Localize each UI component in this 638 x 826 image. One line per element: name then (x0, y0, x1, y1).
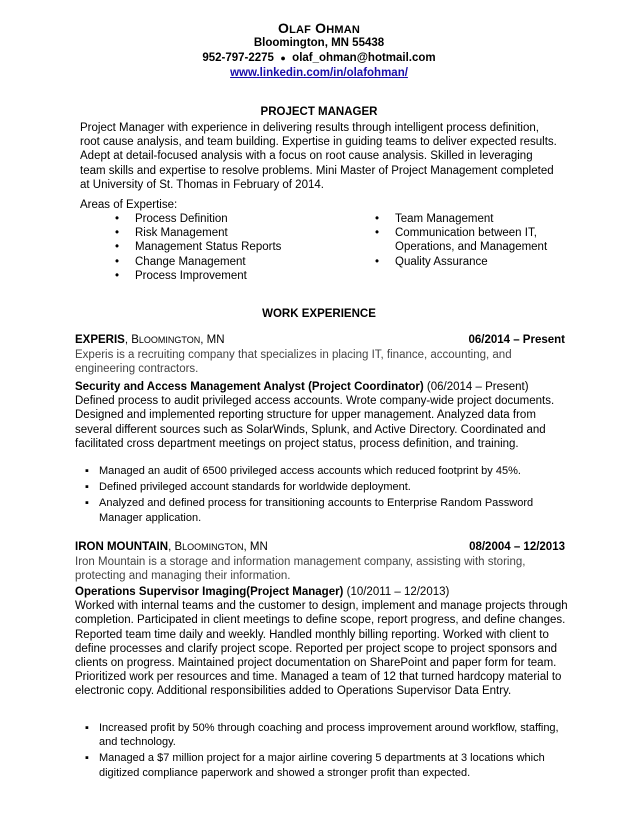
separator-dot: ● (280, 53, 286, 63)
skills-right-list (373, 212, 558, 269)
bullet-item: ▪ Managed a $7 million project for a major airline covering 5 departments at 3 locations which digitized compliance paperwork and showed a stronger profit than expected. (85, 751, 565, 779)
skill-item: • Risk Management (113, 226, 353, 240)
role-block (75, 585, 570, 699)
job-header-iron-mountain: IRON MOUNTAIN, BLOOMINGTON, MN 08/2004 – 12/2013 (75, 541, 565, 553)
skill-item: • Change Management (113, 255, 353, 269)
role-title: Operations Supervisor Imaging(Project Manager) (75, 586, 344, 598)
role-dates: (10/2011 – 12/2013) (346, 586, 450, 598)
job-bullets-iron-mountain (85, 721, 565, 782)
location-initial: B (131, 334, 139, 346)
name-last-rest: HMAN (326, 24, 361, 36)
name-first-initial: O (277, 20, 290, 36)
profile-title: PROJECT MANAGER (260, 106, 378, 118)
name-first-rest: LAF (289, 24, 312, 36)
skill-item: • Communication between IT, Operations, and Management (373, 226, 558, 254)
company-description: Iron Mountain is a storage and information management company, assisting with storing, protecting and managing their information. (75, 556, 526, 583)
candidate-name (0, 20, 638, 36)
linkedin-link[interactable]: www.linkedin.com/in/olafohman/ (230, 67, 408, 79)
location-rest: LOOMINGTON (182, 542, 244, 552)
job-dates: 08/2004 – 12/2013 (469, 541, 565, 553)
role-description: Defined process to audit privileged access accounts. Wrote company-wide project documents. Designed and implemented reporting structure for upper management. Analyzed data from several different sources such as SolarWinds, Splunk, and Active Directory. Coordinated and facilitated cross department meetings on project status, process definition, and training. (75, 395, 555, 450)
bullet-item: ▪ Analyzed and defined process for transitioning accounts to Enterprise Random Password Manager application. (85, 496, 565, 524)
job-bullets-experis (85, 464, 565, 527)
skill-item: • Team Management (373, 212, 558, 226)
skill-item: • Management Status Reports (113, 240, 353, 254)
role-title: Security and Access Management Analyst (Project Coordinator) (75, 381, 424, 393)
role-block (75, 380, 570, 451)
email: olaf_ohman@hotmail.com (292, 52, 436, 64)
location-state: , MN (200, 334, 225, 346)
name-last-initial: O (315, 20, 327, 36)
skill-item: • Process Improvement (113, 269, 353, 283)
skill-item: • Quality Assurance (373, 255, 558, 269)
job-dates: 06/2014 – Present (468, 334, 565, 346)
bullet-item: ▪ Increased profit by 50% through coaching and process improvement around workflow, staffing, and technology. (85, 721, 565, 749)
location: Bloomington, MN 55438 (253, 37, 385, 49)
bullet-item: ▪ Managed an audit of 6500 privileged access accounts which reduced footprint by 45%. (85, 464, 565, 478)
bullet-item: ▪ Defined privileged account standards for worldwide deployment. (85, 480, 565, 494)
company-description: Experis is a recruiting company that specializes in placing IT, finance, accounting, and engineering contractors. (75, 349, 512, 376)
role-dates: (06/2014 – Present) (426, 381, 529, 393)
location-rest: LOOMINGTON (138, 335, 201, 345)
skills-left-list (113, 212, 353, 283)
work-experience-title: WORK EXPERIENCE (262, 308, 376, 320)
company-name: IRON MOUNTAIN (75, 541, 169, 553)
phone: 952-797-2275 (202, 52, 274, 64)
location-state: , MN (243, 541, 268, 553)
linkedin-line (0, 66, 638, 81)
role-description: Worked with internal teams and the customer to design, implement and manage projects through completion. Participated in client meetings to define scope, report progress, and define changes. Reported team time daily and weekly. Handled monthly billing reporting. Worked with client to define processes and clarify project scope. Reported per project scope to project sponsors and clients on progress. Maintained project documentation on SharePoint and paper form for team. Prioritized work per resources and time. Managed a team of 12 that turned hardcopy material to electronic copy. Additional responsibilities added to Operations Supervisor Data Entry. (75, 600, 568, 698)
profile-summary: Project Manager with experience in delivering results through intelligent process definition, root cause analysis, and team building. Expertise in guiding teams to deliver expected results. Adept at detail-focused analysis with a focus on root cause analysis. Skilled in leveraging team skills and expertise to resolve problems. Mini Master of Project Management completed at University of St. Thomas in February of 2014. (80, 122, 557, 191)
company-name: EXPERIS (75, 334, 125, 346)
resume-header (0, 20, 638, 81)
contact-line (0, 51, 638, 66)
job-header-experis: EXPERIS, BLOOMINGTON, MN 06/2014 – Present (75, 334, 565, 346)
areas-of-expertise-label: Areas of Expertise: (80, 199, 178, 211)
location-initial: B (174, 541, 183, 553)
skill-item: • Process Definition (113, 212, 353, 226)
